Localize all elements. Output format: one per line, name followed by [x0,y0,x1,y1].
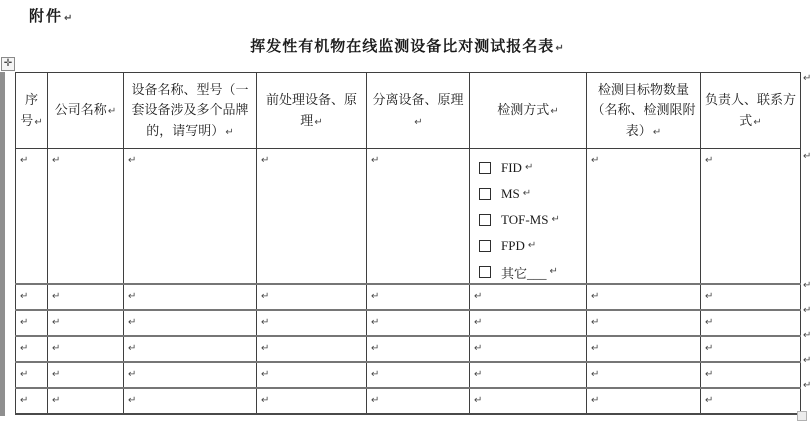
empty-cell[interactable] [16,310,48,336]
end-of-cell-mark: ↵ [591,291,600,302]
end-of-cell-mark: ↵ [261,343,270,354]
column-header-text: 前处理设备、原理 [265,92,357,128]
end-of-cell-mark: ↵ [705,343,714,354]
end-of-cell-mark: ↵ [371,317,380,328]
end-of-cell-mark: ↵ [20,369,29,380]
end-of-line-mark: ↵ [551,214,560,225]
end-of-cell-mark: ↵ [261,155,270,166]
empty-cell[interactable] [124,362,257,388]
end-of-line-mark: ↵ [549,266,558,277]
end-of-cell-mark: ↵ [128,369,137,380]
end-of-cell-mark: ↵ [128,317,137,328]
end-of-cell-mark: ↵ [474,343,483,354]
end-of-row-mark: ↵ [803,73,812,84]
detection-option-label: 其它___ [501,265,547,281]
end-of-cell-mark: ↵ [371,155,380,166]
end-of-row-mark: ↵ [803,355,812,366]
detection-option [479,185,583,203]
end-of-cell-mark: ↵ [591,369,600,380]
detection-option [479,237,583,255]
end-of-cell-mark: ↵ [705,317,714,328]
end-of-cell-mark: ↵ [20,395,29,406]
empty-cell[interactable] [124,388,257,414]
page-title-text: 挥发性有机物在线监测设备比对测试报名表 [250,39,555,55]
end-of-cell-mark: ↵ [20,317,29,328]
end-of-cell-mark: ↵ [474,395,483,406]
cell-pretreatment[interactable] [257,149,367,285]
cell-serial[interactable] [16,149,48,285]
end-of-cell-mark: ↵ [652,126,662,138]
end-of-cell-mark: ↵ [128,343,137,354]
end-of-cell-mark: ↵ [128,291,137,302]
empty-cell[interactable] [587,284,701,310]
column-header-text: 公司名称 [54,102,107,118]
table-row [16,336,801,362]
end-of-line-mark: ↵ [524,162,534,173]
empty-cell[interactable] [701,336,801,362]
end-of-cell-mark: ↵ [753,116,762,128]
end-of-cell-mark: ↵ [20,155,29,166]
end-of-cell-mark: ↵ [107,106,117,118]
empty-cell[interactable] [48,388,124,414]
table-move-handle-icon[interactable] [1,57,15,71]
table-row-detection [16,149,801,285]
table-row [16,362,801,388]
end-of-cell-mark: ↵ [261,291,270,302]
empty-cell[interactable] [257,284,367,310]
detection-option [479,159,583,177]
empty-cell[interactable] [587,336,701,362]
column-header [16,73,48,149]
detection-option [479,263,583,281]
end-of-cell-mark: ↵ [474,317,483,328]
end-of-cell-mark: ↵ [314,116,323,128]
page-title [15,35,800,56]
column-header [367,73,470,149]
end-of-cell-mark: ↵ [52,369,61,380]
end-of-row-mark: ↵ [803,305,812,316]
table-row [16,310,801,336]
empty-cell[interactable] [48,284,124,310]
empty-cell[interactable] [367,388,470,414]
end-of-row-mark: ↵ [803,380,812,391]
paragraph-mark: ↵ [555,43,565,54]
empty-cell[interactable] [587,310,701,336]
end-of-row-mark: ↵ [803,330,812,341]
empty-cell[interactable] [16,362,48,388]
end-of-cell-mark: ↵ [52,395,61,406]
detection-option-checkbox[interactable] [479,188,491,200]
empty-cell[interactable] [124,310,257,336]
detection-option-label: MS [501,186,520,201]
empty-cell[interactable] [701,310,801,336]
end-of-cell-mark: ↵ [705,291,714,302]
end-of-cell-mark: ↵ [705,369,714,380]
end-of-cell-mark: ↵ [261,395,270,406]
empty-cell[interactable] [257,388,367,414]
cell-device[interactable] [124,149,257,285]
workspace-edge-strip [0,72,5,416]
empty-cell[interactable] [48,310,124,336]
empty-cell[interactable] [257,310,367,336]
empty-cell[interactable] [367,284,470,310]
column-header-text: 检测目标物数量（名称、检测限附表） [591,82,696,138]
empty-cell[interactable] [701,388,801,414]
attachment-label [29,5,74,26]
column-header [48,73,124,149]
empty-cell[interactable] [257,336,367,362]
detection-option-checkbox[interactable] [479,162,491,174]
empty-cell[interactable] [124,336,257,362]
end-of-cell-mark: ↵ [225,126,234,138]
move-cross-icon: ✛ [3,58,13,69]
cell-company[interactable] [48,149,124,285]
empty-cell[interactable] [16,284,48,310]
detection-option-label: TOF-MS [501,212,549,227]
table-row [16,388,801,414]
detection-option-label: FPD [501,238,525,253]
column-header [701,73,801,149]
empty-cell[interactable] [587,388,701,414]
end-of-cell-mark: ↵ [261,369,270,380]
end-of-line-mark: ↵ [522,188,532,199]
end-of-cell-mark: ↵ [474,369,483,380]
end-of-cell-mark: ↵ [591,395,600,406]
empty-cell[interactable] [16,388,48,414]
end-of-cell-mark: ↵ [705,395,714,406]
end-of-cell-mark: ↵ [34,116,43,128]
end-of-cell-mark: ↵ [128,155,137,166]
cell-separation[interactable] [367,149,470,285]
empty-cell[interactable] [470,388,587,414]
paragraph-mark: ↵ [64,13,75,24]
end-of-cell-mark: ↵ [414,116,423,128]
empty-cell[interactable] [367,362,470,388]
detection-option [479,211,583,229]
empty-cell[interactable] [367,336,470,362]
column-header [470,73,587,149]
empty-cell[interactable] [701,284,801,310]
column-header-text: 序号 [20,92,38,128]
column-header [257,73,367,149]
empty-cell[interactable] [470,284,587,310]
end-of-cell-mark: ↵ [474,291,483,302]
cell-target-count[interactable] [587,149,701,285]
header-row [16,73,801,149]
column-header [587,73,701,149]
column-header [124,73,257,149]
end-of-cell-mark: ↵ [52,317,61,328]
end-of-row-mark: ↵ [803,151,812,162]
end-of-cell-mark: ↵ [705,155,714,166]
cell-contact[interactable] [701,149,801,285]
detection-option-checkbox[interactable] [479,214,491,226]
cell-detection-method[interactable] [470,149,587,285]
end-of-cell-mark: ↵ [371,369,380,380]
empty-cell[interactable] [470,336,587,362]
empty-cell[interactable] [701,362,801,388]
end-of-cell-mark: ↵ [591,317,600,328]
column-header-text: 负责人、联系方式 [705,92,797,128]
empty-cell[interactable] [587,362,701,388]
end-of-cell-mark: ↵ [371,343,380,354]
empty-cell[interactable] [470,362,587,388]
empty-cell[interactable] [367,310,470,336]
end-of-cell-mark: ↵ [52,155,61,166]
table-row [16,284,801,310]
empty-cell[interactable] [124,284,257,310]
table-resize-handle[interactable] [797,411,807,421]
empty-cell[interactable] [48,336,124,362]
attachment-text: 附件 [29,9,64,25]
end-of-cell-mark: ↵ [371,291,380,302]
end-of-row-mark: ↵ [803,280,812,291]
end-of-cell-mark: ↵ [20,343,29,354]
detection-option-checkbox[interactable] [479,240,491,252]
empty-cell[interactable] [257,362,367,388]
column-header-text: 分离设备、原理 [372,92,464,108]
end-of-line-mark: ↵ [527,240,537,251]
detection-option-checkbox[interactable] [479,266,491,278]
detection-option-label: FID [501,160,522,175]
end-of-cell-mark: ↵ [52,291,61,302]
registration-table [15,72,801,415]
empty-cell[interactable] [470,310,587,336]
empty-cell[interactable] [16,336,48,362]
end-of-cell-mark: ↵ [128,395,137,406]
end-of-cell-mark: ↵ [550,106,559,118]
end-of-cell-mark: ↵ [52,343,61,354]
end-of-cell-mark: ↵ [591,155,600,166]
end-of-cell-mark: ↵ [261,317,270,328]
column-header-text: 设备名称、型号（一套设备涉及多个品牌的，请写明） [131,82,249,138]
end-of-cell-mark: ↵ [371,395,380,406]
column-header-text: 检测方式 [497,102,550,118]
empty-cell[interactable] [48,362,124,388]
end-of-cell-mark: ↵ [591,343,600,354]
end-of-cell-mark: ↵ [20,291,29,302]
